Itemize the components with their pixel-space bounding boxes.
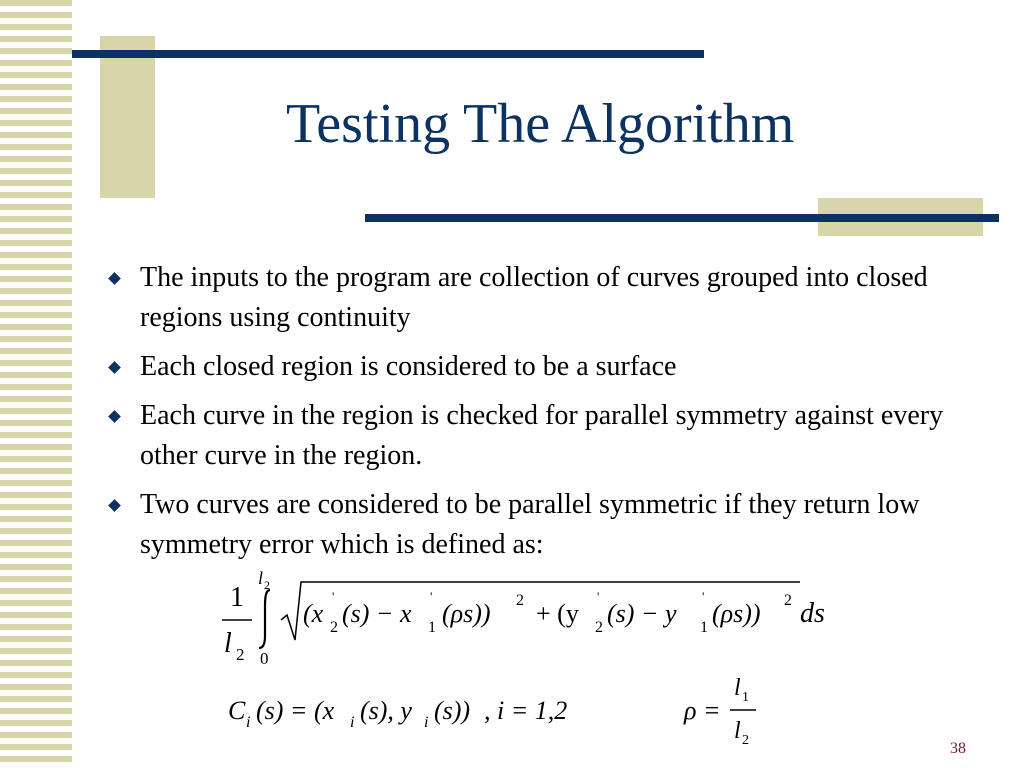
curve-lhs-sub: i [246, 714, 251, 731]
rho-numerator: l [734, 675, 741, 701]
bullet-text: The inputs to the program are collection of curves grouped into closed regions using continuity [140, 262, 928, 333]
y1-sub: 1 [700, 619, 708, 636]
y2-sub: 2 [595, 619, 603, 636]
integral-upper-limit-sub: 2 [264, 578, 270, 592]
y1-rest: (ρs)) [712, 599, 761, 628]
fraction-denominator-sub: 2 [236, 645, 245, 664]
prime-y1: ' [702, 589, 705, 604]
x2-sub: 2 [330, 619, 338, 636]
plus-part: + (y [536, 599, 579, 628]
integral-lower-limit: 0 [260, 649, 269, 668]
curve-lhs: C [228, 696, 246, 725]
curve-x-rest: (s), y [360, 696, 412, 725]
prime-x2: ' [332, 589, 335, 604]
integral-icon [259, 590, 270, 648]
curve-y-sub: i [424, 714, 429, 731]
curve-definition [228, 696, 567, 731]
rho-denominator-sub: 2 [742, 733, 749, 748]
page-number: 38 [950, 740, 966, 757]
rho-numerator-sub: 1 [742, 690, 749, 705]
slide-title: Testing The Algorithm [286, 93, 795, 155]
curve-y-rest: (s)) [434, 696, 471, 725]
x1-sub: 1 [428, 619, 436, 636]
x1-rest: (ρs)) [442, 599, 491, 628]
y2-rest: (s) − y [607, 599, 677, 628]
integrand-open: (x [303, 599, 324, 628]
rho-definition [683, 675, 756, 748]
bullet-text: Each closed region is considered to be a surface [140, 351, 677, 382]
bullet-text: Two curves are considered to be parallel symmetric if they return low symmetry error which is defined as: [140, 489, 920, 560]
prime-y2: ' [597, 589, 600, 604]
bullet-text: Each curve in the region is checked for parallel symmetry against every other curve in the region. [140, 400, 944, 471]
integral-upper-limit: l [258, 568, 264, 588]
rho-symbol: ρ = [684, 696, 721, 725]
square-one: 2 [516, 592, 524, 609]
ds-differential: ds [800, 598, 825, 629]
curve-lhs-rest: (s) = (x [256, 696, 335, 725]
curve-index-range: , i = 1,2 [484, 696, 568, 725]
curve-x-sub: i [350, 714, 355, 731]
prime-x1: ' [430, 589, 433, 604]
square-two: 2 [784, 592, 792, 609]
rho-denominator: l [734, 718, 741, 744]
fraction-denominator: l [224, 628, 232, 659]
fraction-numerator: 1 [230, 582, 244, 613]
x2-rest: (s) − x [342, 599, 412, 628]
symmetry-error-formula [222, 568, 825, 668]
